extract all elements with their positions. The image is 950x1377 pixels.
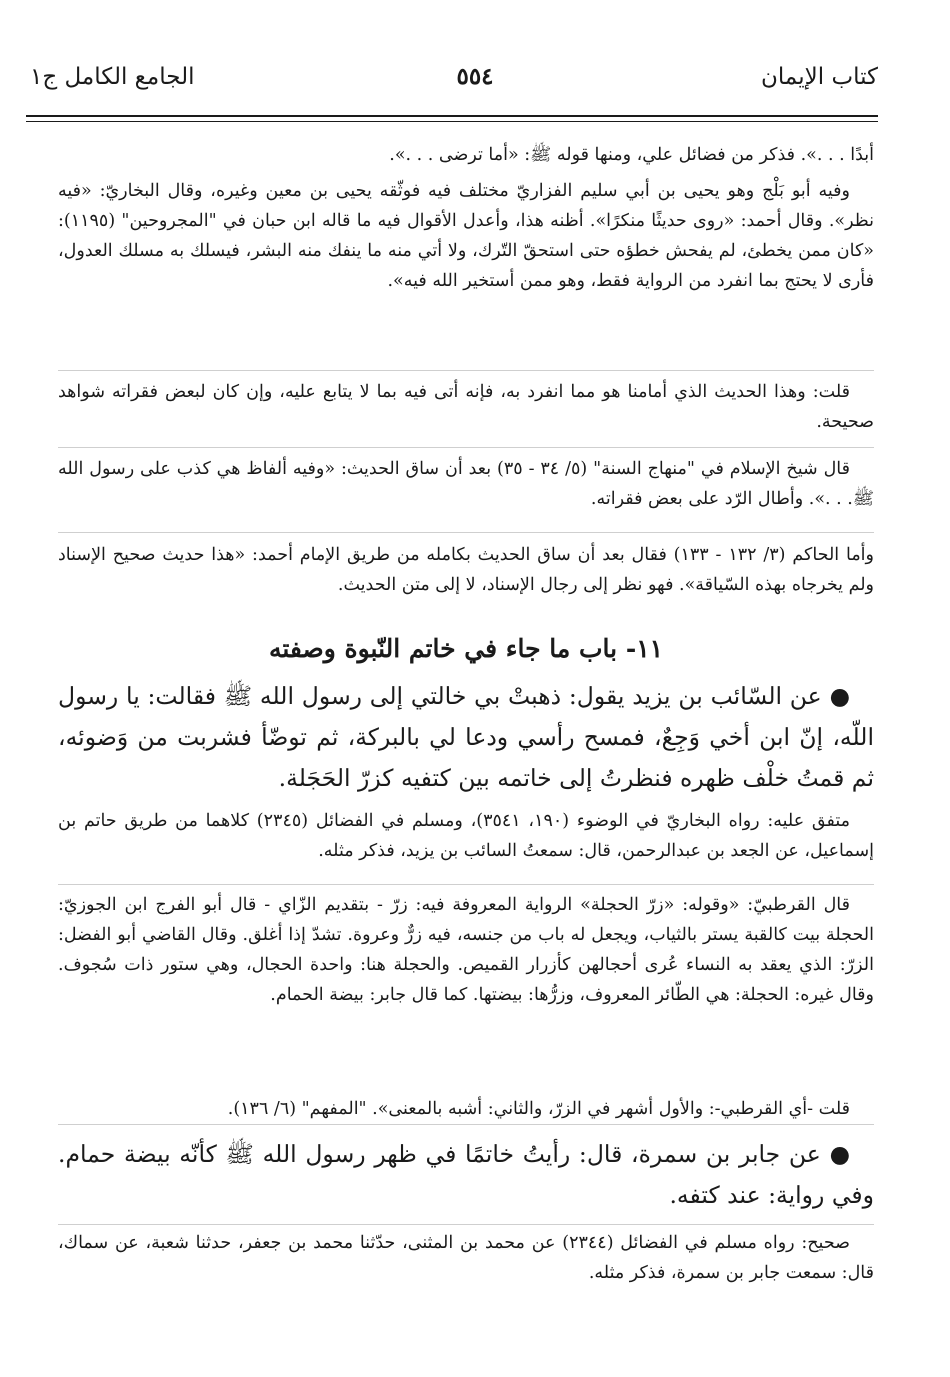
divider [58,370,874,371]
paragraph-1: أبدًا . . .». فذكر من فضائل علي، ومنها قوله ﷺ: «أما ترضى . . .». [389,145,874,165]
chapter-heading: ١١- باب ما جاء في خاتم النّبوة وصفته [268,634,664,663]
paragraph-3: قلت: وهذا الحديث الذي أمامنا هو مما انفرد به، فإنه أتى فيه بما لا يتابع عليه، وإن كان لبعض فقراته شواهد صحيحة. [58,382,874,432]
hadith-1-text: ● عن السّائب بن يزيد يقول: ذهبتْ بي خالتي إلى رسول الله ﷺ فقالت: يا رسول اللّه، إنّ ابن أخي وَجِعٌ، فمسح رأسي ودعا لي بالبركة، ثم توضّأ فشربت من وَضوئه، ثم قمتُ خلْف ظهره فنظرتُ إلى خاتمه بين كتفيه كزرّ الحَجَلة. [58,682,874,792]
paragraph-5: وأما الحاكم (٣/ ١٣٢ - ١٣٣) فقال بعد أن ساق الحديث بكامله من طريق الإمام أحمد: «هذا حديث صحيح الإسناد ولم يخرجاه بهذه السّياقة». فهو نظر إلى رجال الإسناد، لا إلى متن الحديث. [58,545,874,595]
divider [58,1124,874,1125]
header-rule-thick [26,115,878,117]
running-header-book-title: الجامع الكامل ج١ [30,64,195,90]
divider [58,532,874,533]
hadith-2-text: ● عن جابر بن سمرة، قال: رأيتُ خاتمًا في ظهر رسول الله ﷺ كأنّه بيضة حمام. وفي رواية: عند كتفه. [58,1140,874,1209]
hadith-1-note: قلت -أي القرطبي-: والأول أشهر في الزرّ، والثاني: أشبه بالمعنى». "المفهم" (٦/ ١٣٦). [227,1099,850,1119]
hadith-2-takhrij: صحيح: رواه مسلم في الفضائل (٢٣٤٤) عن محمد بن المثنى، حدّثنا محمد بن جعفر، حدثنا شعبة، عن سماك، قال: سمعت جابر بن سمرة، فذكر مثله. [58,1233,874,1283]
hadith-1-qurtubi-commentary: قال القرطبيّ: «وقوله: «زرّ الحجلة» الرواية المعروفة فيه: زرّ - بتقديم الزّاي - قال أبو الفرج ابن الجوزيّ: الحجلة بيت كالقبة يستر بالثياب، ويجعل له باب من جنسه، فيه زرٌّ وعروة. تشدّ إذا أغلق. وقال القاضي أبو الفضل: الزرّ: الذي يعقد به النساء عُرى أحجالهن كأزرار القميص. والحجلة هنا: واحدة الحجال، وهي ستور ذات سُجوف. وقال غيره: الحجلة: هي الطّائر المعروف، وزرُّها: بيضتها. كما قال جابر: بيضة الحمام. [58,895,874,1005]
header-rule-thin [26,121,878,122]
divider [58,1224,874,1225]
hadith-1-takhrij: متفق عليه: رواه البخاريّ في الوضوء (١٩٠، ٣٥٤١)، ومسلم في الفضائل (٢٣٤٥) كلاهما من طريق حاتم بن إسماعيل، عن الجعد بن عبدالرحمن، قال: سمعتُ السائب بن يزيد، فذكر مثله. [58,811,874,861]
running-header-section: كتاب الإيمان [761,64,878,90]
divider [58,447,874,448]
page-number: ٥٥٤ [456,63,494,90]
paragraph-4: قال شيخ الإسلام في "منهاج السنة" (٥/ ٣٤ - ٣٥) بعد أن ساق الحديث: «وفيه ألفاظ هي كذب على رسول الله ﷺ. . .». وأطال الرّد على بعض فقراته. [58,459,874,509]
paragraph-2: وفيه أبو بَلْج وهو يحيى بن أبي سليم الفزاريّ مختلف فيه فوثّقه يحيى بن معين وغيره، وقال البخاريّ: «فيه نظر». وقال أحمد: «روى حديثًا منكرًا». أظنه هذا، وأعدل الأقوال فيه ما قاله ابن حبان في "المجروحين" (١١٩٥): «كان ممن يخطئ، لم يفحش خطؤه حتى استحقّ التّرك، ولا أتي منه ما ينفك منه البشر، فيسلك به مسلك العدول، فأرى لا يحتج بما انفرد من الرواية فقط، وهو ممن أستخير الله فيه». [58,181,874,291]
divider [58,884,874,885]
